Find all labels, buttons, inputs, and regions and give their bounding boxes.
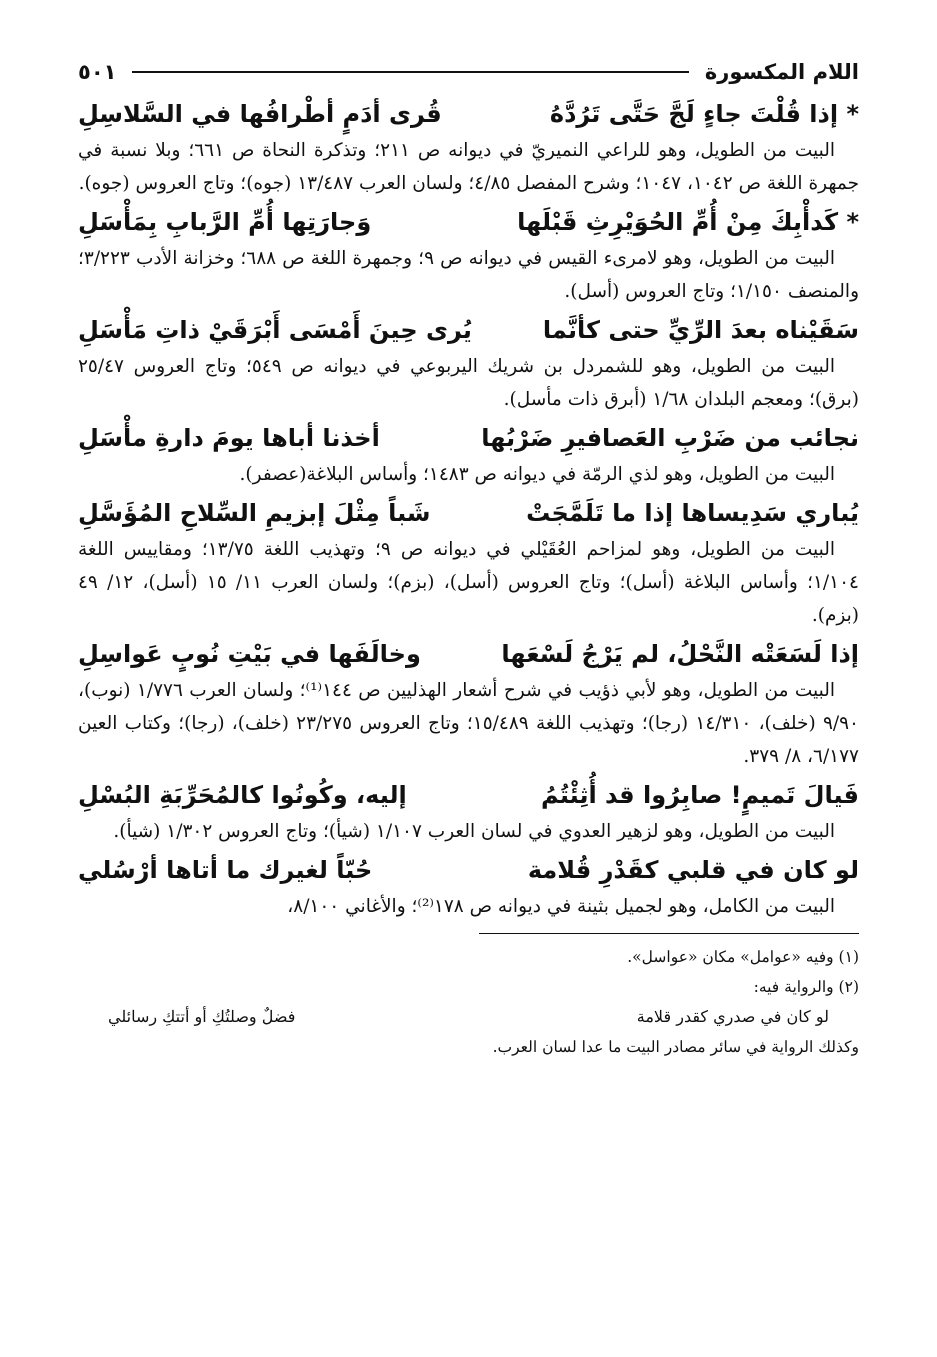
verse-commentary: البيت من الطويل، وهو لزهير العدوي في لسان العرب ١/١٠٧ (شيأ)؛ وتاج العروس ١/٣٠٢ (شيأ). [113,821,835,842]
hemistich-second: قُرى أدَمٍ أطْرافُها في السَّلاسِلِ [78,100,442,128]
verse-entry [78,634,859,773]
hemistich-second: يُرى حِينَ أَمْسَى أَبْرَقَيْ ذاتِ مَأْسَلِ [78,316,472,344]
footnote-hemistich-second: فضلٌ وصلتُكِ أو أتتكِ رسائلي [108,1007,296,1026]
footnote-rule [479,933,859,934]
hemistich-first: نجائب من ضَرْبِ العَصافيرِ ضَرْبُها [481,424,859,452]
header-rule [132,71,688,73]
verse-commentary: البيت من الطويل، وهو لأبي ذؤيب في شرح أشعار الهذليين ص ١٤٤⁽¹⁾؛ ولسان العرب ١/٧٧٦ (نوب)، ٩/٩٠ (خلف)، ١٤/٣١٠ (رجا)؛ وتهذيب اللغة ١٥/٤٨٩؛ وتاج العروس ٢٣/٢٧٥ (خلف)، (رجا)؛ وكتاب العين ٦/١٧٧، ٨/ ٣٧٩. [78,680,859,767]
hemistich-second: وَجارَتِها أُمِّ الرَّبابِ بِمَأْسَلِ [78,208,372,236]
hemistich-first: سَقَيْناه بعدَ الرِّيِّ حتى كأنَّما [542,316,859,344]
hemistich-first: لو كان في قلبي كقَدْرِ قُلامة [527,856,859,884]
hemistich-second: وخالَفَها في بَيْتِ نُوبٍ عَواسِلِ [78,640,421,668]
hemistich-first: * إذا قُلْتَ جاءٍ لَجَّ حَتَّى تَرُدَّهُ [549,100,859,128]
verse-entry [78,493,859,632]
page-header [78,52,859,92]
footnote-1: (١) وفيه «عوامل» مكان «عواسل». [627,948,859,966]
hemistich-first: فَيالَ تَميمٍ! صابِرُوا قد أُثِئْتُمُ [541,781,859,809]
verse-line [78,634,859,674]
verse-line [78,418,859,458]
verse-entry [78,94,859,200]
verse-line [78,94,859,134]
verse-commentary: البيت من الطويل، وهو لذي الرمّة في ديوانه ص ١٤٨٣؛ وأساس البلاغة(عصفر). [239,464,835,485]
footnote-verse [78,1002,859,1032]
verse-commentary: البيت من الطويل، وهو لامرىء القيس في ديوانه ص ٩؛ وجمهرة اللغة ص ٦٨٨؛ وخزانة الأدب ٣/٢٢٣؛ والمنصف ١/١٥٠؛ وتاج العروس (أسل). [78,248,859,302]
verse-entry [78,310,859,416]
entry-star: * [846,208,859,236]
footnotes [78,942,859,1062]
verse-entry [78,850,859,923]
footnote-hemistich-first: لو كان في صدري كقدر قلامة [636,1007,829,1026]
hemistich-second: حُبّاً لغيرك ما أتاها أرْسُلي [78,856,373,884]
verse-line [78,850,859,890]
page-number: ٥٠١ [78,60,117,84]
entry-star: * [846,100,859,128]
verse-commentary: البيت من الطويل، وهو للراعي النميريّ في ديوانه ص ٢١١؛ وتذكرة النحاة ص ٦٦١؛ وبلا نسبة في جمهرة اللغة ص ١٠٤٢، ١٠٤٧؛ وشرح المفصل ٤/٨٥؛ ولسان العرب ١٣/٤٨٧ (جوه)؛ وتاج العروس (جوه). [78,140,859,194]
verse-commentary: البيت من الكامل، وهو لجميل بثينة في ديوانه ص ١٧٨⁽²⁾؛ والأغاني ٨/١٠٠، [287,896,835,917]
verse-entry [78,775,859,848]
hemistich-second: إليه، وكُونُوا كالمُحَرِّبَةِ البُسْلِ [78,781,407,809]
hemistich-second: شَباً مِثْلَ إبزيمِ السِّلاحِ المُؤَسَّلِ [78,499,431,527]
hemistich-first: يُباري سَدِيساها إذا ما تَلَمَّجَتْ [526,499,859,527]
verse-line [78,775,859,815]
verse-entry [78,418,859,491]
verse-line [78,202,859,242]
verse-commentary: البيت من الطويل، وهو لمزاحم العُقَيْلي في ديوانه ص ٩؛ وتهذيب اللغة ١٣/٧٥؛ ومقاييس اللغة ١/١٠٤؛ وأساس البلاغة (أسل)؛ وتاج العروس (أسل)، (بزم)؛ ولسان العرب ١١/ ١٥ (أسل)، ١٢/ ٤٩ (بزم). [78,539,859,626]
footnote-2-note: وكذلك الرواية في سائر مصادر البيت ما عدا لسان العرب. [492,1038,859,1056]
verse-entry [78,202,859,308]
verse-commentary: البيت من الطويل، وهو للشمردل بن شريك اليربوعي في ديوانه ص ٥٤٩؛ وتاج العروس ٢٥/٤٧ (برق)؛ ومعجم البلدان ١/٦٨ (أبرق ذات مأسل). [78,356,859,410]
hemistich-first: إذا لَسَعَتْه النَّحْلُ، لم يَرْجُ لَسْعَها [501,640,859,668]
hemistich-first: * كَدأْبِكَ مِنْ أُمِّ الحُوَيْرِثِ قَبْلَها [517,208,859,236]
verse-line [78,493,859,533]
verse-line [78,310,859,350]
footnote-2-intro: (٢) والرواية فيه: [753,978,859,996]
hemistich-second: أخذنا أباها يومَ دارةِ مأْسَلِ [78,424,380,452]
chapter-title: اللام المكسورة [704,60,859,84]
